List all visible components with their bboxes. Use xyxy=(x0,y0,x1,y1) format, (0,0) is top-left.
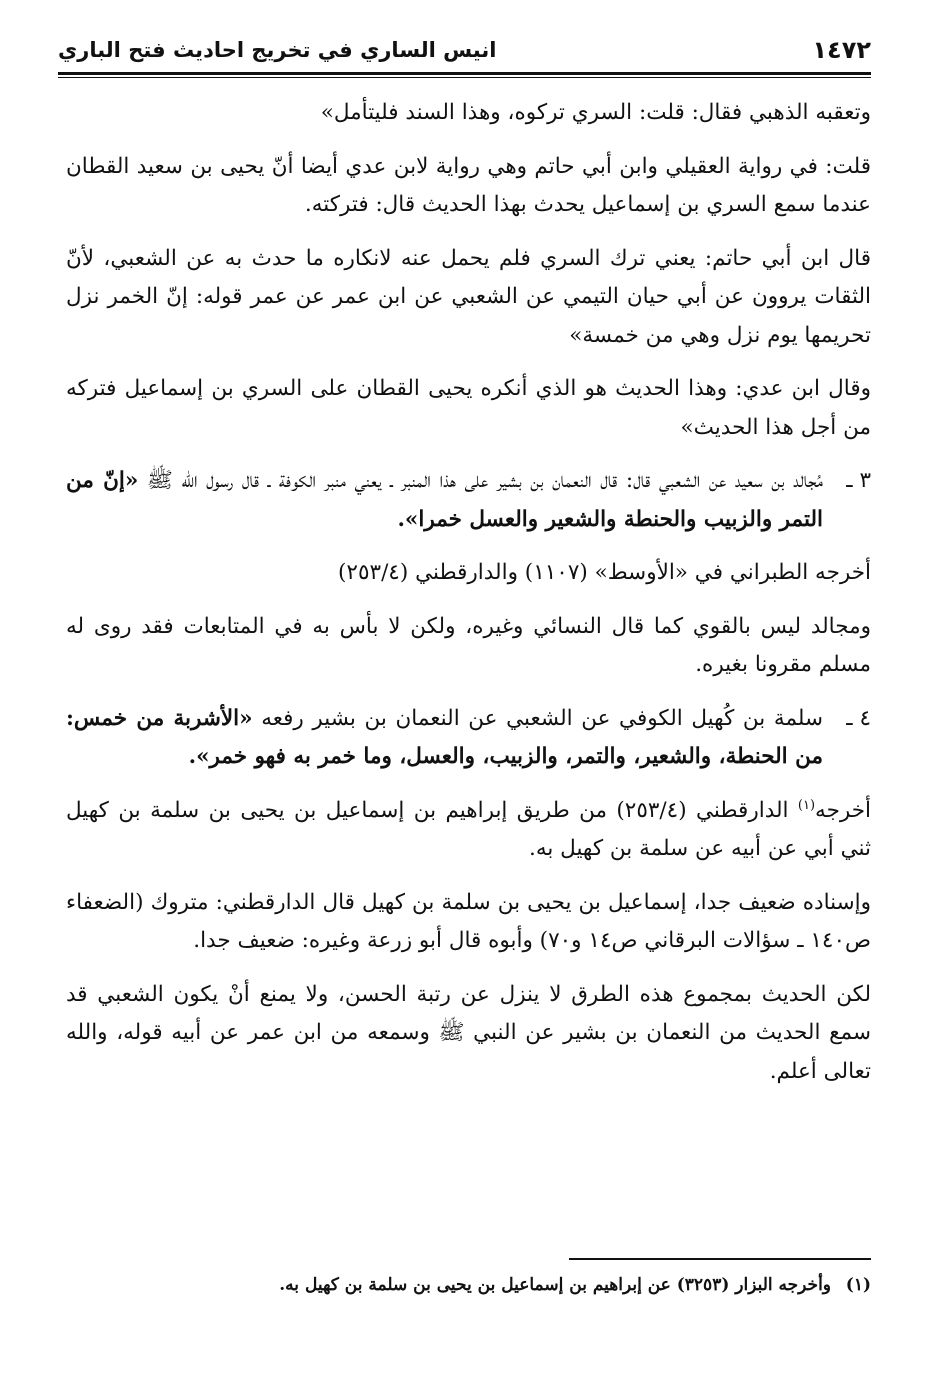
footnote-separator xyxy=(569,1258,871,1260)
item-number: ٣ ـ xyxy=(846,468,871,493)
narration-chain: مُجالد بن سعيد عن الشعبي قال: قال النعمان بن بشير على هذا المنبر ـ يعني منبر الكوفة ـ قال رسول الله ﷺ xyxy=(138,468,823,493)
list-item-3 xyxy=(66,462,871,539)
page-header xyxy=(58,28,871,72)
page-number: ١٤٧٢ xyxy=(812,36,871,64)
footnote-text: وأخرجه البزار (٣٢٥٣) عن إبراهيم بن إسماعيل بن يحيى بن سلمة بن كهيل به. xyxy=(279,1275,831,1295)
main-text xyxy=(66,94,871,1106)
paragraph-dhahabi: وتعقبه الذهبي فقال: قلت: السري تركوه، وهذا السند فليتأمل» xyxy=(320,100,871,125)
paragraph-isnad-grading: وإسناده ضعيف جدا، إسماعيل بن يحيى بن سلمة بن كهيل قال الدارقطني: متروك (الضعفاء ص١٤٠ ـ سؤالات البرقاني ص١٤ و٧٠) وأبوه قال أبو زرعة وغيره: ضعيف جدا. xyxy=(66,889,871,953)
narration-chain: سلمة بن كُهيل الكوفي عن الشعبي عن النعمان بن بشير رفعه xyxy=(252,705,824,731)
item-text xyxy=(66,700,823,777)
footnote-marker: (١) xyxy=(797,797,816,813)
paragraph-takhrij-tabarani: أخرجه الطبراني في «الأوسط» (١١٠٧) والدارقطني (٢٥٣/٤) xyxy=(338,560,871,585)
paragraph-mujalid: ومجالد ليس بالقوي كما قال النسائي وغيره، ولكن لا بأس به في المتابعات فقد روى له مسلم مقرونا بغيره. xyxy=(66,613,871,677)
footnote-number: (١) xyxy=(845,1275,871,1295)
paragraph-conclusion: لكن الحديث بمجموع هذه الطرق لا ينزل عن رتبة الحسن، ولا يمنع أنْ يكون الشعبي قد سمع الحديث من النعمان بن بشير عن النبي ﷺ وسمعه من ابن عمر عن أبيه قوله، والله تعالى أعلم. xyxy=(66,981,871,1084)
paragraph-takhrij-daraqutni xyxy=(66,792,871,869)
item-number: ٤ ـ xyxy=(846,705,871,731)
header-rule-thin xyxy=(58,77,871,78)
text-start: أخرجه xyxy=(815,797,871,823)
running-title: انيس الساري في تخريج احاديث فتح الباري xyxy=(58,38,497,62)
footnote xyxy=(66,1270,871,1300)
paragraph-ibn-abi-hatim: قال ابن أبي حاتم: يعني ترك السري فلم يحمل عنه لانكاره ما حدث به عن الشعبي، لأنّ الثقات يروون عن أبي حيان التيمي عن الشعبي عن ابن عمر عن عمر قوله: إنّ الخمر نزل تحريمها يوم نزل وهي من خمسة» xyxy=(66,245,871,348)
item-text xyxy=(66,462,823,539)
hadith-text: «إنّ من التمر والزبيب والحنطة والشعير والعسل خمرا». xyxy=(66,468,823,532)
hadith-text: «الأشربة من خمس: من الحنطة، والشعير، والتمر، والزبيب، والعسل، وما خمر به فهو خمر». xyxy=(66,705,823,769)
list-item-4 xyxy=(66,700,871,777)
paragraph-ibn-adi: وقال ابن عدي: وهذا الحديث هو الذي أنكره يحيى القطان على السري بن إسماعيل فتركه من أجل هذا الحديث» xyxy=(66,376,871,440)
text-rest: الدارقطني (٢٥٣/٤) من طريق إبراهيم بن إسماعيل بن يحيى بن سلمة بن كهيل ثني أبي عن أبيه عن سلمة بن كهيل به. xyxy=(66,797,871,861)
paragraph-uqayli: قلت: في رواية العقيلي وابن أبي حاتم وهي رواية لابن عدي أيضا أنّ يحيى بن سعيد القطان عندما سمع السري بن إسماعيل يحدث بهذا الحديث قال: فتركته. xyxy=(66,153,871,217)
header-rule xyxy=(58,72,871,75)
